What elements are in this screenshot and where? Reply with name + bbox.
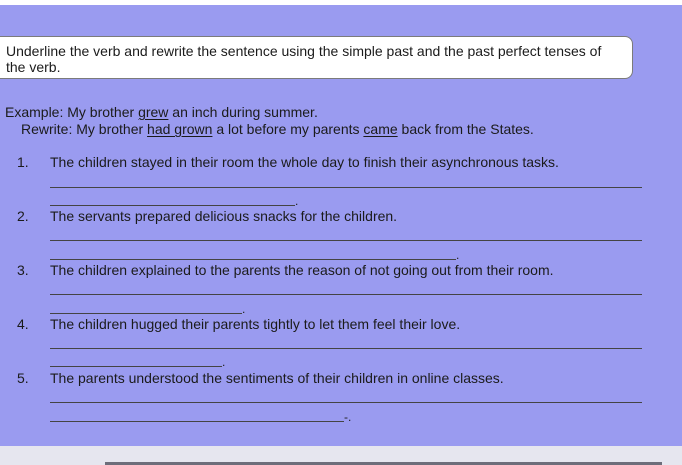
rewrite-part3: back from the States. (397, 121, 534, 137)
rewrite-part1: Rewrite: My brother (21, 121, 148, 137)
item-number: 5. (17, 370, 29, 386)
answer-line[interactable] (50, 348, 642, 349)
item-sentence: The parents understood the sentiments of their children in online classes. (50, 370, 504, 386)
line-end-mark: -. (344, 410, 352, 424)
instruction-box (0, 36, 633, 79)
answer-line[interactable] (50, 187, 642, 188)
answer-line[interactable] (50, 205, 295, 206)
line-end-mark: . (456, 248, 460, 262)
item-number: 2. (17, 208, 29, 224)
line-end-mark: . (222, 355, 226, 369)
item-number: 4. (17, 316, 29, 332)
item-sentence: The children explained to the parents the reason of not going out from their room. (50, 262, 554, 278)
rewrite-sentence (21, 121, 534, 137)
bottom-strip (0, 446, 682, 465)
rewrite-part2: a lot before my parents (212, 121, 364, 137)
answer-line[interactable] (50, 259, 456, 260)
item-sentence: The children stayed in their room the whole day to finish their asynchronous tasks. (50, 154, 559, 170)
example-verb: grew (138, 104, 169, 120)
rewrite-verb1: had grown (147, 121, 213, 137)
answer-line[interactable] (50, 313, 242, 314)
line-end-mark: . (295, 194, 299, 208)
example-sentence (5, 104, 318, 120)
answer-line[interactable] (50, 240, 642, 241)
instruction-text: Underline the verb and rewrite the sentence using the simple past and the past perfect tenses of the verb. (6, 43, 602, 75)
item-sentence: The children hugged their parents tightly to let them feel their love. (50, 316, 461, 332)
answer-line[interactable] (50, 294, 642, 295)
item-number: 3. (17, 262, 29, 278)
answer-line[interactable] (50, 366, 222, 367)
item-number: 1. (17, 154, 29, 170)
example-suffix: an inch during summer. (168, 104, 318, 120)
line-end-mark: . (242, 302, 246, 316)
answer-line[interactable] (50, 402, 642, 403)
answer-line[interactable] (50, 421, 344, 422)
item-sentence: The servants prepared delicious snacks for the children. (50, 208, 398, 224)
rewrite-verb2: came (363, 121, 398, 137)
example-prefix: Example: My brother (5, 104, 139, 120)
